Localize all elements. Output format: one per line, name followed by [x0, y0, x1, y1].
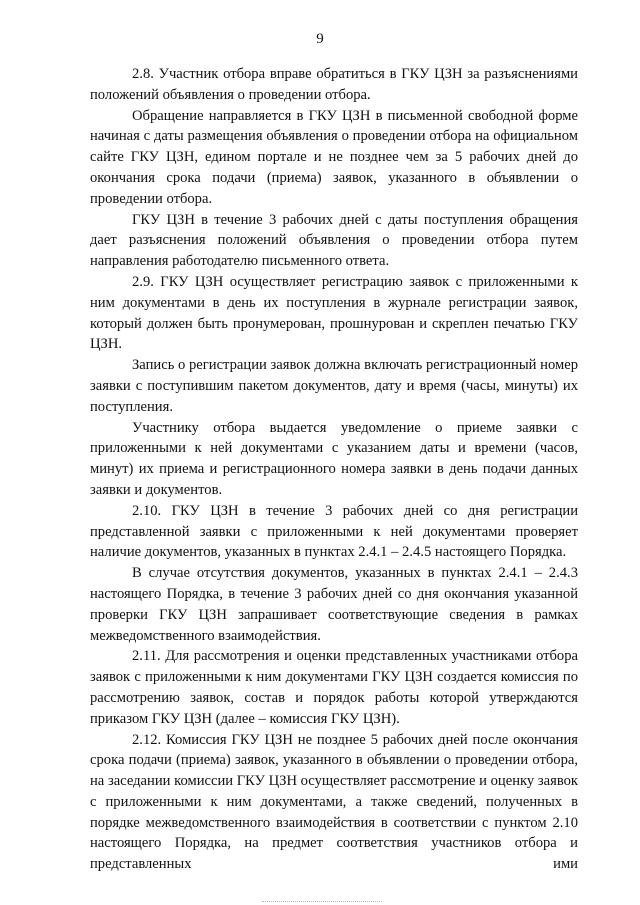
paragraph-2-9: 2.9. ГКУ ЦЗН осуществляет регистрацию заявок с приложенными к ним документами в день их поступления в журнале регистрации заявок, который должен быть пронумерован, прошнурован и скреплен печатью ГКУ ЦЗН.: [90, 273, 578, 353]
page-number: 9: [316, 31, 324, 47]
paragraph-missing-documents: В случае отсутствия документов, указанных в пунктах 2.4.1 – 2.4.3 настоящего Порядка, в течение 3 рабочих дней со дня окончания указанной проверки ГКУ ЦЗН запрашивает соответствующие сведения в рамках межведомственного взаимодействия.: [90, 565, 578, 644]
document-body: [90, 64, 578, 875]
paragraph-2-8: 2.8. Участник отбора вправе обратиться в ГКУ ЦЗН за разъяснениями положений объявления о проведении отбора.: [90, 66, 578, 103]
paragraph-registration-record: Запись о регистрации заявок должна включать регистрационный номер заявки с поступившим пакетом документов, дату и время (часы, минуты) их поступления.: [90, 357, 578, 415]
paragraph-2-11: 2.11. Для рассмотрения и оценки представленных участниками отбора заявок с приложенными к ним документами ГКУ ЦЗН создается комиссия по рассмотрению заявок, состав и порядок работы которой утверждаются приказом ГКУ ЦЗН (далее – комиссия ГКУ ЦЗН).: [90, 648, 578, 727]
paragraph-2-12: 2.12. Комиссия ГКУ ЦЗН не позднее 5 рабочих дней после окончания срока подачи (приема) заявок, указанного в объявлении о проведении отбора, на заседании комиссии ГКУ ЦЗН осуществляет рассмотрение и оценку заявок с приложенными к ним документами, а также сведений, полученных в порядке межведомственного взаимодействия в соответствии с пунктом 2.10 настоящего Порядка, на предмет соответствия участников отбора и представленных ими: [90, 731, 578, 873]
paragraph-notification: Участнику отбора выдается уведомление о приеме заявки с приложенными к ней документами с указанием даты и времени (часов, минут) их приема и регистрационного номера заявки в день подачи данных заявки и документов.: [90, 419, 578, 498]
paragraph-2-10: 2.10. ГКУ ЦЗН в течение 3 рабочих дней со дня регистрации представленной заявки с приложенными к ней документами проверяет наличие документов, указанных в пунктах 2.4.1 – 2.4.5 настоящего Порядка.: [90, 502, 578, 561]
paragraph-appeal-form: Обращение направляется в ГКУ ЦЗН в письменной свободной форме начиная с даты размещения объявления о проведении отбора на официальном сайте ГКУ ЦЗН, едином портале и не позднее чем за 5 рабочих дней до окончания срока подачи (приема) заявок, указанного в объявлении о проведении отбора.: [90, 107, 578, 207]
paragraph-clarification: ГКУ ЦЗН в течение 3 рабочих дней с даты поступления обращения дает разъяснения положений объявления о проведении отбора путем направления работодателю письменного ответа.: [90, 211, 578, 270]
page-bottom-edge: [262, 901, 382, 903]
